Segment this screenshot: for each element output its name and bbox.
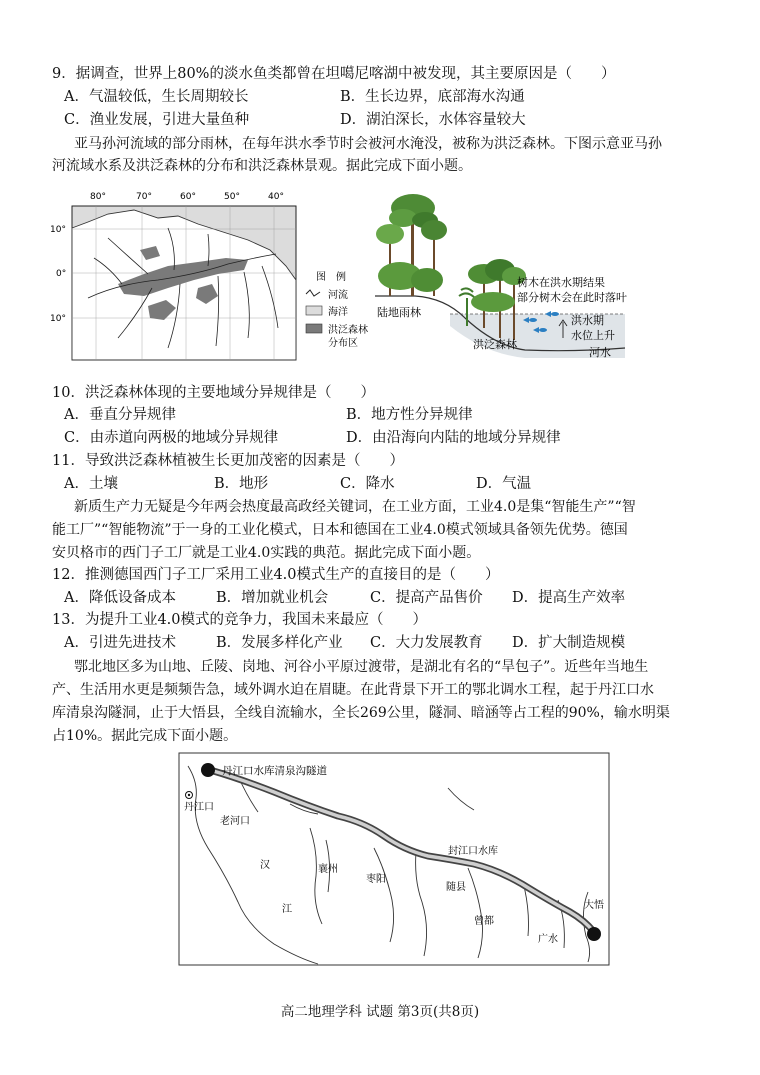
lon-label-60: 60°	[180, 192, 196, 202]
q10-stem: 10．洪泛森林体现的主要地域分异规律是（ ）	[52, 385, 375, 401]
q11-option-a: A．土壤	[64, 476, 118, 492]
label-xiangzhou: 襄州	[318, 864, 338, 875]
amazon-map	[48, 188, 388, 366]
legend-river-icon	[306, 290, 320, 296]
lon-label-80: 80°	[90, 192, 106, 202]
label-flooded-forest: 洪泛森林	[473, 338, 517, 351]
q10-option-d: D．由沿海向内陆的地域分异规律	[346, 430, 561, 446]
q13-option-c: C．大力发展教育	[370, 635, 483, 651]
label-fruit-note-2: 部分树木会在此时落叶	[517, 291, 627, 304]
label-zengdu: 曾都	[474, 916, 494, 927]
label-water-rise: 水位上升	[571, 329, 615, 342]
label-flood-period: 洪水期	[571, 314, 604, 327]
legend-ocean-label: 海洋	[328, 307, 348, 318]
q10-option-a: A．垂直分异规律	[64, 407, 176, 423]
industry-intro-line2: 能工厂”“智能物流”于一身的工业化模式，日本和德国在工业4.0模式领域具备领先优势。德国	[52, 522, 628, 538]
q12-stem: 12．推测德国西门子工厂采用工业4.0模式生产的直接目的是（ ）	[52, 567, 500, 583]
label-jiang: 江	[282, 904, 292, 915]
lon-label-50: 50°	[224, 192, 240, 202]
legend-forest-label-2: 分布区	[328, 338, 358, 349]
industry-intro-line1: 新质生产力无疑是今年两会热度最高政经关键词，在工业方面，工业4.0是集“智能生产”“智	[74, 499, 636, 515]
ebei-intro-line4: 占10%。据此完成下面小题。	[52, 728, 238, 744]
q13-option-d: D．扩大制造规模	[512, 635, 626, 651]
q13-option-b: B．发展多样化产业	[216, 635, 343, 651]
label-suixian: 随县	[446, 882, 466, 893]
q13-option-a: A．引进先进技术	[64, 635, 176, 651]
amazon-intro-line2: 河流域水系及洪泛森林的分布和洪泛森林景观。据此完成下面小题。	[52, 158, 472, 174]
legend-title: 图 例	[316, 272, 346, 283]
lat-label-10n: 10°	[50, 225, 66, 235]
q12-option-d: D．提高生产效率	[512, 590, 626, 606]
ebei-intro-line1: 鄂北地区多为山地、丘陵、岗地、河谷小平原过渡带，是湖北有名的“旱包子”。近些年当地生	[74, 659, 649, 675]
legend-river-label: 河流	[328, 290, 348, 301]
q9-option-d: D．湖泊深长，水体容量较大	[340, 112, 526, 128]
label-land-rainforest: 陆地雨林	[377, 306, 421, 319]
legend-ocean-swatch	[306, 306, 322, 315]
q9-option-a: A．气温较低，生长周期较长	[64, 89, 249, 105]
ebei-intro-line2: 产、生活用水更是频频告急，域外调水迫在眉睫。在此背景下开工的鄂北调水工程，起于丹江口水	[52, 682, 654, 698]
q10-option-c: C．由赤道向两极的地域分异规律	[64, 430, 279, 446]
q10-option-b: B．地方性分异规律	[346, 407, 473, 423]
q11-option-d: D．气温	[476, 476, 532, 492]
amazon-intro-line1: 亚马孙河流域的部分雨林，在每年洪水季节时会被河水淹没，被称为洪泛森林。下图示意亚马孙	[74, 136, 662, 152]
end-point-icon	[587, 927, 601, 941]
rainforest-trees	[376, 194, 447, 296]
label-start-tunnel: 丹江口水库清泉沟隧道	[222, 765, 327, 777]
start-point-icon	[201, 763, 215, 777]
q11-option-b: B．地形	[214, 476, 269, 492]
ebei-intro-line3: 库清泉沟隧洞，止于大悟县，全线自流输水，全长269公里，隧洞、暗涵等占工程的90%，输水明渠	[52, 705, 670, 721]
label-han: 汉	[260, 860, 270, 871]
lon-label-70: 70°	[136, 192, 152, 202]
q12-option-b: B．增加就业机会	[216, 590, 329, 606]
label-laohekou: 老河口	[220, 816, 250, 827]
q12-option-a: A．降低设备成本	[64, 590, 176, 606]
legend-forest-swatch	[306, 324, 322, 333]
label-guangshui: 广水	[538, 934, 558, 945]
floodplain-profile-diagram	[375, 186, 640, 368]
label-river-water: 河水	[589, 346, 611, 359]
q13-stem: 13．为提升工业4.0模式的竞争力，我国未来最应（ ）	[52, 612, 428, 628]
label-fruit-note-1: 树木在洪水期结果	[517, 276, 605, 289]
industry-intro-line3: 安贝格市的西门子工厂就是工业4.0实践的典范。据此完成下面小题。	[52, 545, 481, 561]
q9-option-c: C．渔业发展，引进大量鱼种	[64, 112, 250, 128]
lat-label-10s: 10°	[50, 314, 66, 324]
label-fengjiangkou: 封江口水库	[448, 846, 498, 857]
ebei-water-diversion-map	[178, 752, 610, 966]
lat-label-0: 0°	[56, 269, 67, 279]
q11-stem: 11．导致洪泛森林植被生长更加茂密的因素是（ ）	[52, 453, 404, 469]
q12-option-c: C．提高产品售价	[370, 590, 483, 606]
page-footer: 高二地理学科 试题 第3页(共8页)	[280, 1004, 480, 1020]
q9-stem: 9．据调查，世界上80%的淡水鱼类都曾在坦噶尼喀湖中被发现，其主要原因是（ ）	[52, 66, 616, 82]
label-danjiangkou: 丹江口	[184, 802, 214, 813]
lon-label-40: 40°	[268, 192, 284, 202]
label-zaoyang: 枣阳	[366, 874, 386, 885]
legend-forest-label-1: 洪泛森林	[328, 325, 368, 336]
label-dawu: 大悟	[584, 900, 604, 911]
q9-option-b: B．生长边界，底部海水沟通	[340, 89, 525, 105]
q11-option-c: C．降水	[340, 476, 395, 492]
